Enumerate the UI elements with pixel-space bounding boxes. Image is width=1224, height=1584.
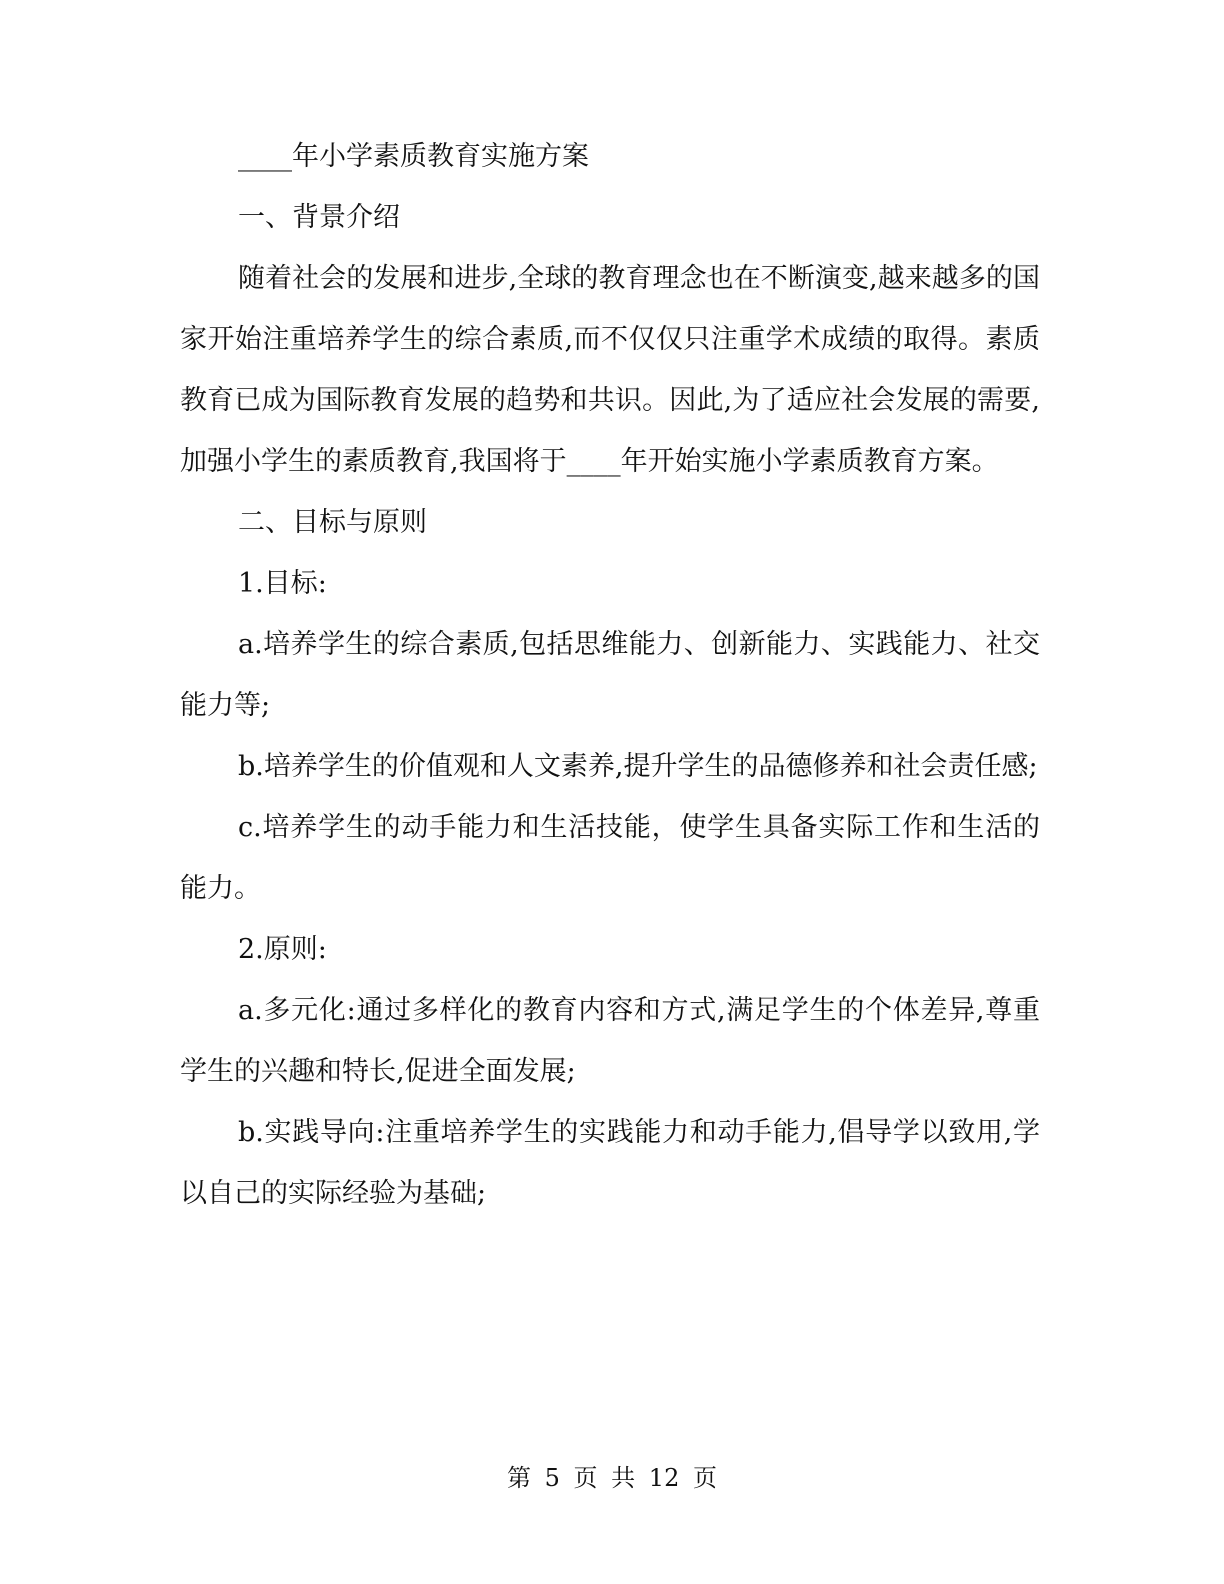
document-title: ____年小学素质教育实施方案	[238, 141, 589, 172]
subheading-principles: 2.原则:	[238, 934, 327, 965]
principle-item-a: a.多元化:通过多样化的教育内容和方式,满足学生的个体差异,尊重学生的兴趣和特长,促进全面发展;	[180, 995, 1040, 1087]
document-body	[180, 126, 1040, 1224]
section-heading-background: 一、背景介绍	[238, 202, 400, 233]
section-heading-goals-principles: 二、目标与原则	[238, 507, 427, 538]
goal-item-c: c.培养学生的动手能力和生活技能，使学生具备实际工作和生活的能力。	[180, 812, 1040, 904]
page-number-footer: 第 5 页 共 12 页	[507, 1464, 717, 1492]
goal-item-a: a.培养学生的综合素质,包括思维能力、创新能力、实践能力、社交能力等;	[180, 629, 1040, 721]
background-paragraph: 随着社会的发展和进步,全球的教育理念也在不断演变,越来越多的国家开始注重培养学生的综合素质,而不仅仅只注重学术成绩的取得。素质教育已成为国际教育发展的趋势和共识。因此,为了适应社会发展的需要,加强小学生的素质教育,我国将于____年开始实施小学素质教育方案。	[180, 263, 1040, 477]
goal-item-b: b.培养学生的价值观和人文素养,提升学生的品德修养和社会责任感;	[238, 751, 1038, 782]
principle-item-b: b.实践导向:注重培养学生的实践能力和动手能力,倡导学以致用,学以自己的实际经验为基础;	[180, 1117, 1040, 1209]
subheading-goals: 1.目标:	[238, 568, 327, 599]
